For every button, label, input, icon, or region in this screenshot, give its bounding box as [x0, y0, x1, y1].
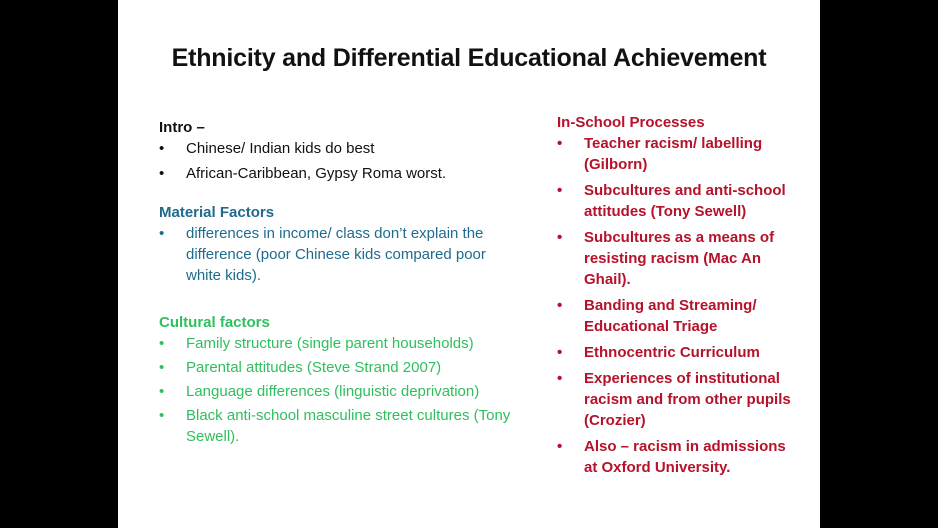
cultural-factors-list: [159, 333, 519, 447]
bullet-icon: •: [557, 370, 563, 387]
bullet-icon: •: [557, 229, 563, 246]
in-school-processes-list: [557, 133, 802, 478]
material-factors-list: [159, 223, 519, 286]
list-item: • Experiences of institutional racism and from other pupils (Crozier): [557, 370, 791, 429]
bullet-icon: •: [159, 335, 165, 352]
material-factors-heading: Material Factors: [159, 204, 275, 221]
bullet-icon: •: [557, 182, 563, 199]
list-item: • Teacher racism/ labelling (Gilborn): [557, 135, 763, 173]
list-item: • Ethnocentric Curriculum: [557, 344, 760, 361]
bullet-icon: •: [159, 407, 165, 424]
list-item: • Also – racism in admissions at Oxford University.: [557, 438, 786, 476]
cultural-factors-heading: Cultural factors: [159, 314, 270, 331]
bullet-icon: •: [159, 165, 165, 182]
list-item: • African-Caribbean, Gypsy Roma worst.: [159, 165, 447, 182]
slide-title: Ethnicity and Differential Educational Achievement: [171, 44, 767, 72]
list-item: • Language differences (linguistic deprivation): [159, 383, 480, 400]
list-item: • Chinese/ Indian kids do best: [159, 140, 375, 157]
list-item: • Subcultures as a means of resisting racism (Mac An Ghail).: [557, 229, 775, 288]
list-item: • Banding and Streaming/ Educational Triage: [557, 297, 757, 335]
bullet-icon: •: [557, 297, 563, 314]
in-school-processes-heading: In-School Processes: [557, 114, 705, 131]
list-item: • Black anti-school masculine street cultures (Tony Sewell).: [159, 407, 511, 445]
bullet-icon: •: [557, 135, 563, 152]
intro-heading: Intro –: [159, 119, 205, 136]
list-item: • Parental attitudes (Steve Strand 2007): [159, 359, 442, 376]
intro-list: [159, 138, 519, 184]
bullet-icon: •: [557, 344, 563, 361]
presentation-slide: [118, 0, 820, 528]
bullet-icon: •: [159, 140, 165, 157]
bullet-icon: •: [159, 359, 165, 376]
left-column: [159, 118, 519, 450]
bullet-icon: •: [159, 225, 165, 242]
bullet-icon: •: [557, 438, 563, 455]
list-item: • Family structure (single parent households): [159, 335, 474, 352]
list-item: • differences in income/ class don’t explain the difference (poor Chinese kids compared poor white kids).: [159, 225, 486, 284]
list-item: • Subcultures and anti-school attitudes (Tony Sewell): [557, 182, 786, 220]
bullet-icon: •: [159, 383, 165, 400]
right-column: [557, 113, 802, 483]
